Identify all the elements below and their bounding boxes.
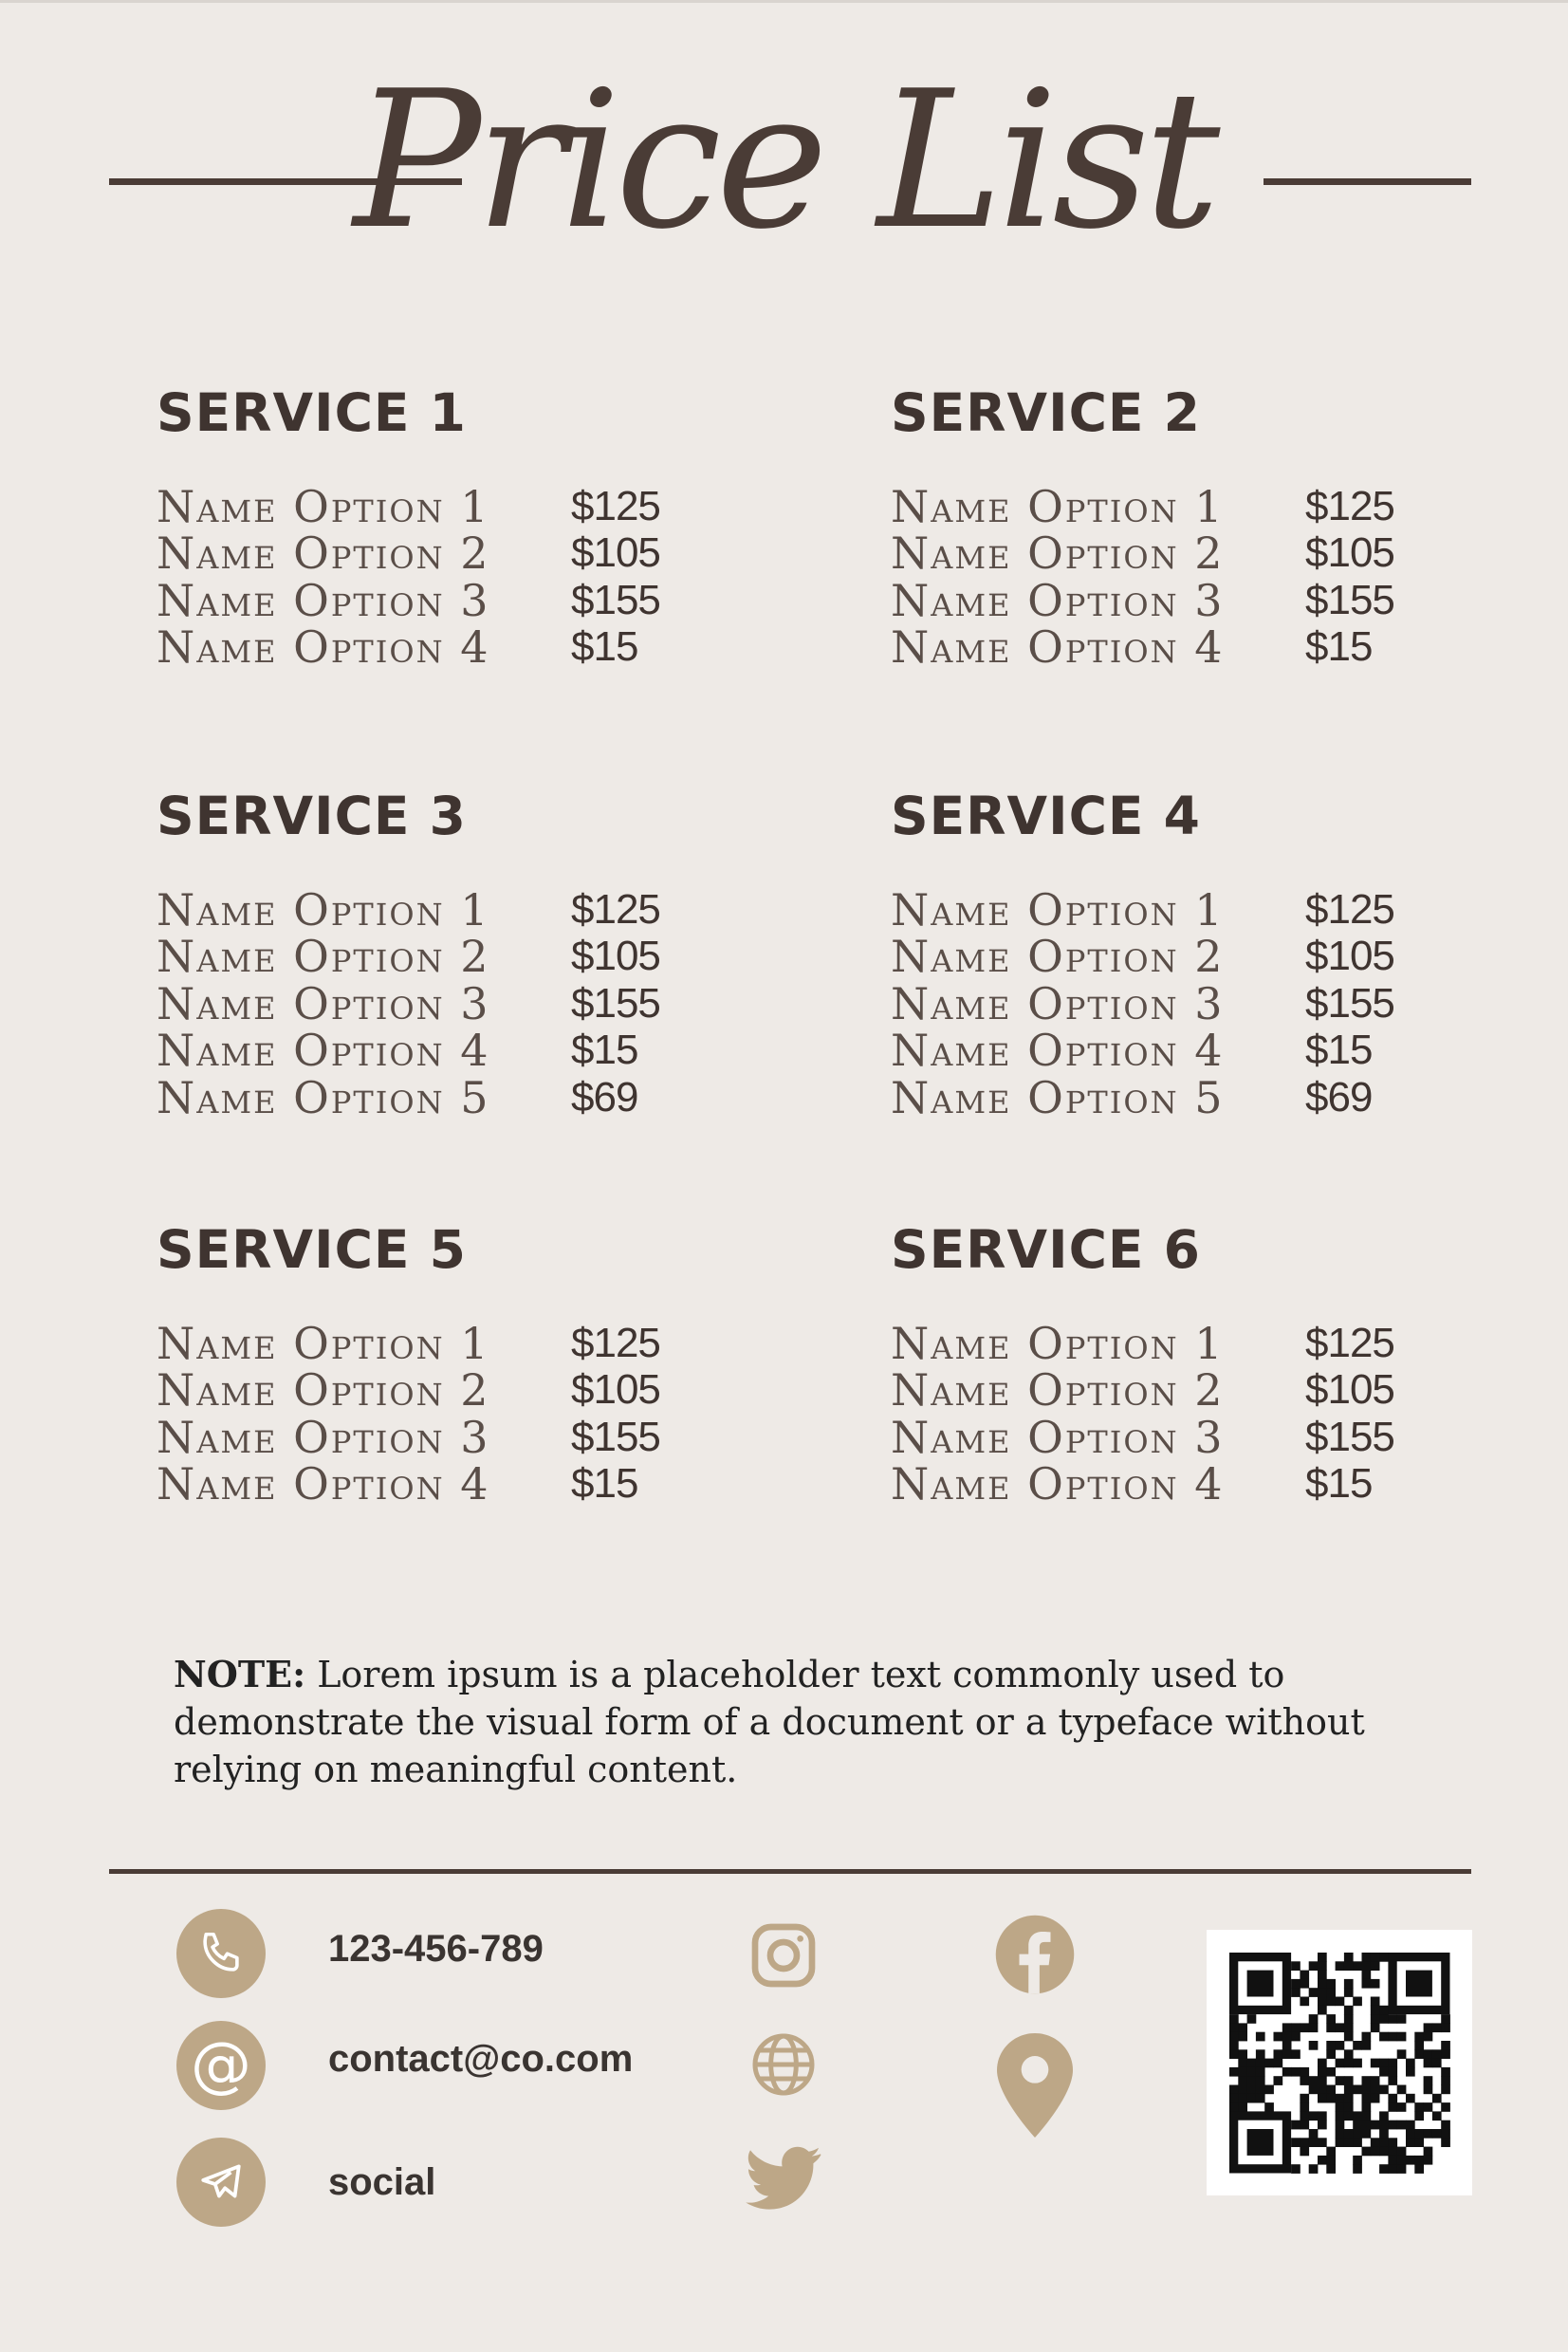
qr-code — [1207, 1930, 1472, 2195]
note-text: Lorem ipsum is a placeholder text commonly used to demonstrate the visual form of a document or a typeface without relying on meaningful content. — [174, 1654, 1365, 1790]
option-list — [891, 1317, 1479, 1510]
option-price: $125 — [571, 1319, 660, 1366]
service-title: SERVICE 4 — [891, 786, 1201, 846]
service-title: SERVICE 6 — [891, 1219, 1201, 1280]
option-name: Name Option 2 — [157, 1364, 490, 1417]
option-row — [157, 574, 745, 626]
option-price: $105 — [571, 1366, 660, 1414]
option-row — [157, 1025, 745, 1077]
option-name: Name Option 1 — [157, 883, 490, 935]
top-edge — [0, 0, 1568, 3]
footer-divider — [109, 1869, 1471, 1874]
option-row — [157, 883, 745, 935]
service-block-2 — [891, 382, 1479, 674]
option-price: $155 — [1305, 979, 1394, 1027]
email-address[interactable]: contact@co.com — [328, 2038, 634, 2080]
option-row — [157, 1071, 745, 1123]
option-row — [157, 931, 745, 983]
option-name: Name Option 5 — [157, 1071, 490, 1123]
option-row — [891, 883, 1479, 935]
service-title: SERVICE 2 — [891, 382, 1201, 443]
option-row — [891, 1025, 1479, 1077]
option-name: Name Option 4 — [157, 621, 490, 674]
option-price: $15 — [571, 1460, 638, 1508]
option-price: $125 — [571, 885, 660, 933]
option-row — [891, 1071, 1479, 1123]
option-name: Name Option 3 — [157, 574, 490, 626]
option-price: $15 — [1305, 623, 1373, 671]
service-title: SERVICE 1 — [157, 382, 467, 443]
option-name: Name Option 2 — [157, 528, 490, 580]
option-row — [891, 977, 1479, 1029]
option-name: Name Option 1 — [891, 480, 1225, 532]
option-row — [891, 480, 1479, 532]
option-price: $15 — [571, 623, 638, 671]
option-row — [157, 530, 745, 578]
option-list — [157, 1317, 745, 1510]
option-price: $69 — [1305, 1073, 1373, 1120]
phone-number[interactable]: 123-456-789 — [328, 1928, 544, 1970]
option-row — [891, 1364, 1479, 1417]
option-row — [157, 1364, 745, 1417]
option-row — [157, 977, 745, 1029]
option-price: $105 — [1305, 933, 1394, 980]
option-price: $105 — [571, 933, 660, 980]
note-paragraph — [174, 1651, 1407, 1793]
option-name: Name Option 3 — [891, 977, 1225, 1029]
service-block-6 — [891, 1221, 1479, 1508]
option-name: Name Option 4 — [891, 1025, 1225, 1077]
option-price: $105 — [1305, 1366, 1394, 1414]
option-row — [891, 574, 1479, 626]
option-row — [891, 621, 1479, 674]
option-name: Name Option 3 — [157, 977, 490, 1029]
note-label: NOTE: — [174, 1653, 306, 1695]
option-price: $125 — [1305, 1319, 1394, 1366]
option-price: $155 — [1305, 576, 1394, 623]
option-name: Name Option 4 — [891, 621, 1225, 674]
option-row — [157, 1411, 745, 1463]
twitter-icon[interactable] — [735, 2130, 830, 2225]
option-list — [157, 883, 745, 1123]
title-right-rule — [1264, 178, 1471, 185]
service-title: SERVICE 5 — [157, 1219, 467, 1280]
option-list — [891, 480, 1479, 674]
option-price: $155 — [571, 979, 660, 1027]
option-row — [891, 1317, 1479, 1369]
telegram-icon — [176, 2138, 266, 2227]
option-row — [157, 1317, 745, 1369]
option-price: $69 — [571, 1073, 638, 1120]
option-name: Name Option 4 — [157, 1025, 490, 1077]
option-list — [891, 883, 1479, 1123]
option-row — [891, 530, 1479, 578]
option-row — [157, 621, 745, 674]
option-price: $15 — [1305, 1460, 1373, 1508]
option-price: $125 — [1305, 885, 1394, 933]
option-price: $105 — [1305, 529, 1394, 577]
option-name: Name Option 1 — [891, 883, 1225, 935]
location-pin-icon[interactable] — [991, 2030, 1079, 2139]
service-block-4 — [891, 787, 1479, 1121]
option-name: Name Option 2 — [891, 1364, 1225, 1417]
option-price: $155 — [1305, 1413, 1394, 1460]
option-name: Name Option 4 — [891, 1458, 1225, 1510]
facebook-icon[interactable] — [991, 1911, 1079, 1998]
page-title: Price List — [353, 50, 1215, 271]
option-price: $125 — [1305, 482, 1394, 529]
at-sign-icon: @ — [176, 2021, 266, 2110]
social-handle[interactable]: social — [328, 2161, 436, 2203]
service-block-3 — [157, 787, 745, 1121]
option-row — [891, 1411, 1479, 1463]
option-list — [157, 480, 745, 674]
service-block-1 — [157, 382, 745, 674]
option-name: Name Option 1 — [157, 1317, 490, 1369]
option-price: $155 — [571, 1413, 660, 1460]
globe-icon[interactable] — [740, 2021, 827, 2108]
option-name: Name Option 5 — [891, 1071, 1225, 1123]
option-row — [891, 1458, 1479, 1510]
option-price: $105 — [571, 529, 660, 577]
option-row — [157, 1458, 745, 1510]
option-name: Name Option 1 — [157, 480, 490, 532]
option-name: Name Option 4 — [157, 1458, 490, 1510]
service-block-5 — [157, 1221, 745, 1508]
option-row — [891, 931, 1479, 983]
option-name: Name Option 1 — [891, 1317, 1225, 1369]
option-name: Name Option 3 — [157, 1411, 490, 1463]
option-name: Name Option 2 — [891, 528, 1225, 580]
phone-icon — [176, 1909, 266, 1998]
option-price: $15 — [1305, 1027, 1373, 1074]
option-price: $15 — [571, 1027, 638, 1074]
option-price: $125 — [571, 482, 660, 529]
option-name: Name Option 3 — [891, 1411, 1225, 1463]
option-name: Name Option 3 — [891, 574, 1225, 626]
qr-code-graphic — [1207, 1930, 1472, 2195]
option-name: Name Option 2 — [157, 931, 490, 983]
option-row — [157, 480, 745, 532]
service-title: SERVICE 3 — [157, 786, 467, 846]
instagram-icon[interactable] — [740, 1912, 827, 1999]
option-name: Name Option 2 — [891, 931, 1225, 983]
option-price: $155 — [571, 576, 660, 623]
